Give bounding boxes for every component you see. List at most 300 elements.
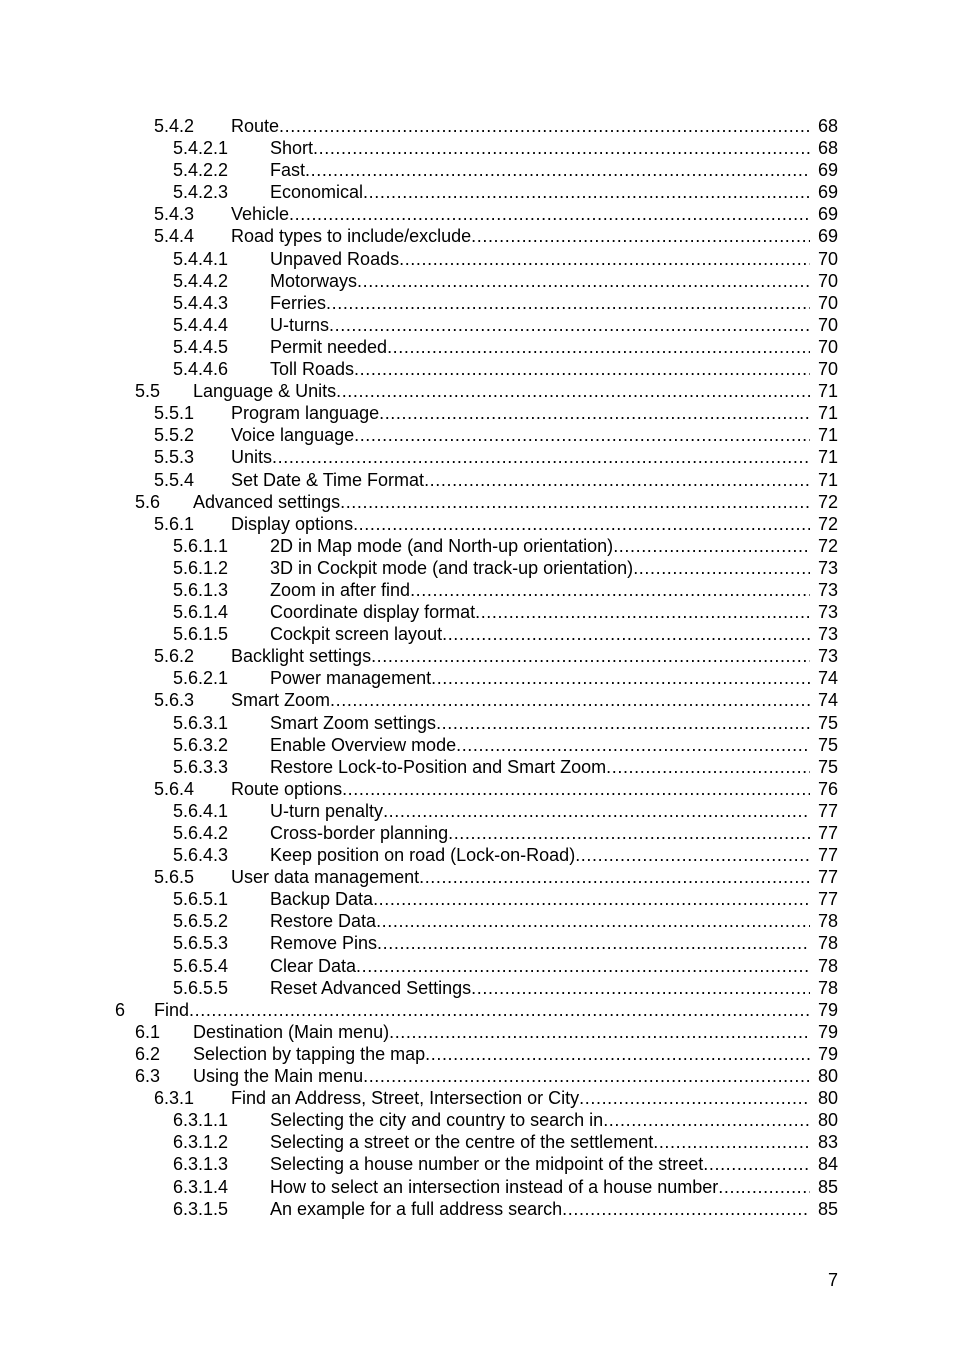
- dot-leader: [376, 910, 810, 932]
- toc-entry-page: 83: [810, 1131, 838, 1153]
- toc-entry-page: 72: [810, 513, 838, 535]
- toc-entry-title: Find an Address, Street, Intersection or City: [231, 1088, 580, 1109]
- toc-entry-page: 73: [810, 645, 838, 667]
- toc-entry-title-leader: [231, 203, 810, 225]
- dot-leader: [410, 579, 810, 601]
- toc-entry-page: 69: [810, 203, 838, 225]
- toc-entry-number: 5.5.2: [154, 425, 195, 446]
- toc-entry-number: 5.4.2.1: [173, 138, 229, 159]
- toc-entry-title-leader: [270, 932, 810, 954]
- toc-entry-number: 5.6.4: [154, 778, 195, 799]
- toc-entry[interactable]: [0, 314, 954, 336]
- toc-entry[interactable]: [0, 623, 954, 645]
- dot-leader: [475, 601, 810, 623]
- toc-entry-title-leader: [231, 689, 810, 711]
- toc-entry-title-leader: [270, 336, 810, 358]
- toc-entry-number: 5.6.1.3: [173, 579, 229, 600]
- toc-entry[interactable]: [0, 667, 954, 689]
- dot-leader: [387, 336, 810, 358]
- toc-entry-title: Restore Data: [270, 911, 377, 932]
- toc-entry[interactable]: [0, 800, 954, 822]
- toc-entry[interactable]: [0, 778, 954, 800]
- toc-entry-title-leader: [231, 866, 810, 888]
- toc-entry-number: 5.4.4.2: [173, 270, 229, 291]
- toc-entry-page: 78: [810, 910, 838, 932]
- dot-leader: [606, 756, 810, 778]
- toc-entry-title-leader: [270, 977, 810, 999]
- dot-leader: [363, 1065, 810, 1087]
- toc-entry-title: 3D in Cockpit mode (and track-up orientation): [270, 557, 634, 578]
- dot-leader: [279, 115, 810, 137]
- toc-entry-title-leader: [270, 623, 810, 645]
- dot-leader: [272, 446, 810, 468]
- toc-entry[interactable]: [0, 866, 954, 888]
- toc-entry-title: Selecting a house number or the midpoint of the street: [270, 1154, 704, 1175]
- toc-entry[interactable]: [0, 402, 954, 424]
- toc-entry-page: 68: [810, 115, 838, 137]
- toc-entry-number: 5.5: [135, 381, 161, 402]
- toc-entry-number: 6.3.1.2: [173, 1132, 229, 1153]
- toc-entry[interactable]: [0, 579, 954, 601]
- toc-entry-title: Zoom in after find: [270, 579, 411, 600]
- toc-entry-title: Economical: [270, 182, 364, 203]
- toc-entry-number: 5.6.5.4: [173, 955, 229, 976]
- toc-entry[interactable]: [0, 557, 954, 579]
- toc-entry[interactable]: [0, 1087, 954, 1109]
- toc-entry-title-leader: [193, 380, 810, 402]
- toc-entry-page: 74: [810, 689, 838, 711]
- toc-entry-page: 69: [810, 181, 838, 203]
- dot-leader: [579, 1087, 810, 1109]
- dot-leader: [653, 1131, 810, 1153]
- dot-leader: [313, 137, 810, 159]
- toc-entry-title: Power management: [270, 668, 432, 689]
- toc-entry-title: Route: [231, 116, 280, 136]
- toc-entry-number: 6.1: [135, 1021, 161, 1042]
- toc-entry-title: User data management: [231, 867, 420, 888]
- toc-entry-title-leader: [231, 115, 810, 137]
- toc-entry-number: 5.6.4.1: [173, 800, 229, 821]
- toc-entry-title: Backup Data: [270, 889, 374, 910]
- toc-entry-title: Restore Lock-to-Position and Smart Zoom: [270, 756, 607, 777]
- toc-entry-number: 5.6.1: [154, 513, 195, 534]
- toc-entry[interactable]: [0, 1065, 954, 1087]
- dot-leader: [289, 203, 810, 225]
- toc-entry[interactable]: [0, 1043, 954, 1065]
- toc-entry-number: 5.6.5.5: [173, 977, 229, 998]
- toc-entry-page: 74: [810, 667, 838, 689]
- toc-entry-page: 70: [810, 336, 838, 358]
- toc-entry-title: Program language: [231, 403, 380, 424]
- toc-entry-number: 5.5.3: [154, 447, 195, 468]
- toc-entry-title: Destination (Main menu): [193, 1021, 390, 1042]
- toc-entry-number: 6.2: [135, 1043, 161, 1064]
- toc-entry[interactable]: [0, 137, 954, 159]
- toc-entry-title-leader: [231, 469, 810, 491]
- dot-leader: [342, 778, 810, 800]
- toc-entry-title: Coordinate display format: [270, 602, 476, 623]
- dot-leader: [383, 800, 810, 822]
- dot-leader: [354, 424, 810, 446]
- toc-entry[interactable]: [0, 225, 954, 247]
- toc-entry-number: 5.6.4.3: [173, 845, 229, 866]
- dot-leader: [329, 314, 810, 336]
- page-number: 7: [827, 1270, 838, 1290]
- dot-leader: [371, 645, 810, 667]
- dot-leader: [436, 712, 810, 734]
- toc-entry-title: Cross-border planning: [270, 823, 449, 843]
- toc-entry-number: 5.6.1.4: [173, 602, 229, 623]
- toc-entry-title: Vehicle: [231, 204, 290, 225]
- dot-leader: [425, 1043, 810, 1065]
- toc-entry-title-leader: [270, 734, 810, 756]
- toc-entry-title-leader: [270, 601, 810, 623]
- toc-entry-page: 80: [810, 1109, 838, 1131]
- toc-entry-title: Clear Data: [270, 955, 357, 976]
- toc-entry-title-leader: [270, 314, 810, 336]
- toc-entry-page: 71: [810, 446, 838, 468]
- toc-entry-title: Find: [154, 999, 190, 1020]
- toc-entry-title: Using the Main menu: [193, 1066, 364, 1087]
- dot-leader: [703, 1153, 810, 1175]
- toc-entry-title: Unpaved Roads: [270, 248, 400, 269]
- toc-entry[interactable]: [0, 248, 954, 270]
- toc-entry-title-leader: [193, 1065, 810, 1087]
- toc-entry-title: U-turns: [270, 314, 330, 335]
- dot-leader: [377, 932, 810, 954]
- toc-entry-title: Cockpit screen layout: [270, 624, 443, 645]
- toc-entry-page: 75: [810, 712, 838, 734]
- toc-entry[interactable]: [0, 689, 954, 711]
- dot-leader: [189, 999, 810, 1021]
- dot-leader: [373, 888, 810, 910]
- dot-leader: [305, 159, 810, 181]
- toc-entry-number: 5.5.4: [154, 469, 195, 490]
- toc-entry-title-leader: [270, 248, 810, 270]
- toc-entry[interactable]: [0, 203, 954, 225]
- toc-entry-page: 75: [810, 756, 838, 778]
- dot-leader: [471, 977, 810, 999]
- toc-entry-number: 5.6.1.1: [173, 535, 229, 556]
- toc-entry-title: Motorways: [270, 270, 358, 291]
- dot-leader: [340, 491, 810, 513]
- toc-entry-number: 5.6: [135, 491, 161, 512]
- toc-entry-page: 73: [810, 579, 838, 601]
- toc-entry-number: 5.4.2: [154, 116, 195, 136]
- toc-entry-title-leader: [231, 402, 810, 424]
- toc-entry-number: 5.6.3.2: [173, 734, 229, 755]
- toc-entry-number: 5.6.3: [154, 690, 195, 711]
- toc-entry[interactable]: [0, 358, 954, 380]
- toc-entry-title: Selecting the city and country to search in: [270, 1110, 604, 1131]
- toc-entry-title: Remove Pins: [270, 933, 378, 954]
- toc-entry-page: 70: [810, 358, 838, 380]
- toc-entry[interactable]: [0, 756, 954, 778]
- toc-entry[interactable]: [0, 336, 954, 358]
- toc-entry-number: 5.6.5: [154, 867, 195, 888]
- toc-entry-number: 6.3: [135, 1066, 161, 1087]
- toc-entry-title-leader: [270, 579, 810, 601]
- toc-entry-title-leader: [231, 778, 810, 800]
- toc-entry[interactable]: [0, 292, 954, 314]
- toc-entry-title-leader: [231, 446, 810, 468]
- toc-entry-page: 77: [810, 800, 838, 822]
- toc-entry-page: 71: [810, 380, 838, 402]
- toc-entry-page: 68: [810, 137, 838, 159]
- toc-entry-title: Enable Overview mode: [270, 734, 457, 755]
- toc-entry-page: 80: [810, 1065, 838, 1087]
- toc-entry-page: 71: [810, 469, 838, 491]
- toc-entry-title-leader: [154, 999, 810, 1021]
- dot-leader: [326, 292, 810, 314]
- toc-entry-title-leader: [270, 181, 810, 203]
- toc-entry-number: 5.6.2.1: [173, 668, 229, 689]
- toc-entry-number: 5.6.1.5: [173, 624, 229, 645]
- dot-leader: [354, 358, 810, 380]
- toc-entry[interactable]: [0, 1109, 954, 1131]
- toc-entry-page: 85: [810, 1198, 838, 1220]
- toc-entry-title-leader: [270, 712, 810, 734]
- toc-entry[interactable]: [0, 999, 954, 1021]
- toc-entry-title-leader: [231, 513, 810, 535]
- toc-entry-number: 5.4.2.2: [173, 160, 229, 181]
- toc-entry-number: 5.4.4.1: [173, 248, 229, 269]
- toc-entry-title: Road types to include/exclude: [231, 226, 472, 247]
- toc-entry-page: 73: [810, 557, 838, 579]
- toc-entry-title-leader: [270, 1198, 810, 1220]
- toc-entry-number: 5.4.2.3: [173, 182, 229, 203]
- toc-entry-page: 76: [810, 778, 838, 800]
- toc-entry-title: Voice language: [231, 425, 355, 446]
- toc-entry-page: 69: [810, 225, 838, 247]
- toc-entry-title-leader: [270, 667, 810, 689]
- toc-entry-page: 78: [810, 955, 838, 977]
- toc-entry-title: Set Date & Time Format: [231, 469, 425, 490]
- toc-entry-title: Ferries: [270, 292, 327, 313]
- toc-entry[interactable]: [0, 601, 954, 623]
- toc-entry-number: 6.3.1.1: [173, 1110, 229, 1131]
- toc-entry-number: 6.3.1.4: [173, 1176, 229, 1197]
- dot-leader: [424, 469, 810, 491]
- dot-leader: [442, 623, 810, 645]
- toc-entry-title-leader: [193, 1021, 810, 1043]
- toc-entry-title-leader: [270, 822, 810, 844]
- toc-entry-title-leader: [231, 645, 810, 667]
- toc-entry[interactable]: [0, 712, 954, 734]
- toc-entry-number: 5.4.4: [154, 226, 195, 247]
- toc-entry-number: 5.6.4.2: [173, 823, 229, 843]
- toc-entry-number: 6.3.1: [154, 1088, 195, 1109]
- dot-leader: [613, 535, 810, 557]
- dot-leader: [471, 225, 810, 247]
- toc-entry-page: 71: [810, 402, 838, 424]
- toc-entry-title-leader: [270, 955, 810, 977]
- toc-entry-title-leader: [270, 1176, 810, 1198]
- toc-entry-number: 6.3.1.3: [173, 1154, 229, 1175]
- toc-entry-page: 70: [810, 270, 838, 292]
- toc-entry-title-leader: [270, 270, 810, 292]
- toc-entry[interactable]: [0, 513, 954, 535]
- dot-leader: [603, 1109, 810, 1131]
- toc-entry[interactable]: [0, 977, 954, 999]
- toc-entry[interactable]: [0, 535, 954, 557]
- toc-entry[interactable]: [0, 270, 954, 292]
- toc-entry-number: 5.4.4.5: [173, 336, 229, 357]
- toc-entry-title-leader: [270, 910, 810, 932]
- toc-entry-page: 77: [810, 822, 838, 844]
- toc-entry-title-leader: [270, 1109, 810, 1131]
- toc-entry-title: Display options: [231, 513, 354, 534]
- toc-entry-title-leader: [270, 292, 810, 314]
- toc-entry-title-leader: [270, 756, 810, 778]
- toc-entry[interactable]: [0, 1131, 954, 1153]
- dot-leader: [562, 1198, 810, 1220]
- toc-entry-page: 70: [810, 248, 838, 270]
- toc-entry-number: 5.5.1: [154, 403, 195, 424]
- toc-entry-title-leader: [270, 535, 810, 557]
- toc-entry[interactable]: [0, 1176, 954, 1198]
- toc-entry-number: 6: [115, 999, 126, 1020]
- toc-entry-title-leader: [270, 800, 810, 822]
- toc-entry[interactable]: [0, 424, 954, 446]
- toc-entry-page: 78: [810, 977, 838, 999]
- toc-entry-title: Fast: [270, 160, 306, 181]
- toc-entry-page: 75: [810, 734, 838, 756]
- toc-entry[interactable]: [0, 469, 954, 491]
- toc-entry-title-leader: [270, 159, 810, 181]
- toc-entry-title: Selection by tapping the map: [193, 1043, 426, 1064]
- toc-entry-title: How to select an intersection instead of a house number: [270, 1176, 719, 1197]
- toc-entry-title-leader: [193, 491, 810, 513]
- dot-leader: [356, 955, 810, 977]
- toc-entry[interactable]: [0, 955, 954, 977]
- toc-entry-title: Units: [231, 447, 273, 468]
- toc-entry[interactable]: [0, 446, 954, 468]
- toc-entry-page: 77: [810, 888, 838, 910]
- toc-entry-number: 5.6.1.2: [173, 557, 229, 578]
- toc-entry-page: 78: [810, 932, 838, 954]
- dot-leader: [353, 513, 810, 535]
- toc-entry[interactable]: [0, 932, 954, 954]
- toc-entry-number: 5.6.5.2: [173, 911, 229, 932]
- toc-entry-page: 85: [810, 1176, 838, 1198]
- toc-entry[interactable]: [0, 115, 954, 137]
- toc-entry-title-leader: [270, 358, 810, 380]
- toc-entry-title: Route options: [231, 778, 343, 799]
- dot-leader: [330, 689, 810, 711]
- dot-leader: [399, 248, 810, 270]
- toc-entry-title: Selecting a street or the centre of the settlement: [270, 1132, 654, 1153]
- dot-leader: [575, 844, 810, 866]
- toc-entry-page: 72: [810, 535, 838, 557]
- toc-entry-title: Smart Zoom settings: [270, 712, 437, 733]
- dot-leader: [363, 181, 810, 203]
- toc-entry-title: Reset Advanced Settings: [270, 977, 472, 998]
- toc-entry-number: 5.4.3: [154, 204, 195, 225]
- toc-entry[interactable]: [0, 822, 954, 844]
- toc-entry-page: 73: [810, 601, 838, 623]
- toc-entry-title-leader: [270, 1131, 810, 1153]
- toc-entry[interactable]: [0, 910, 954, 932]
- toc-entry[interactable]: [0, 1021, 954, 1043]
- toc-entry-title: Backlight settings: [231, 646, 372, 667]
- toc-entry-title: U-turn penalty: [270, 800, 384, 821]
- toc-entry-title-leader: [270, 844, 810, 866]
- toc-entry-number: 5.4.4.3: [173, 292, 229, 313]
- toc-entry-number: 5.4.4.6: [173, 359, 229, 380]
- toc-entry-title: Language & Units: [193, 381, 337, 402]
- toc-entry-title: An example for a full address search: [270, 1198, 563, 1219]
- toc-entry-number: 5.6.2: [154, 646, 195, 667]
- toc-entry[interactable]: [0, 888, 954, 910]
- toc-entry-title: Short: [270, 138, 314, 159]
- toc-entry-page: 70: [810, 314, 838, 336]
- toc-entry-number: 5.6.3.1: [173, 712, 229, 733]
- dot-leader: [336, 380, 810, 402]
- toc-entry-page: 80: [810, 1087, 838, 1109]
- toc-entry[interactable]: [0, 734, 954, 756]
- toc-entry-title: 2D in Map mode (and North-up orientation): [270, 535, 614, 556]
- toc-entry-title-leader: [270, 137, 810, 159]
- toc-entry-page: 79: [810, 999, 838, 1021]
- toc-entry[interactable]: [0, 844, 954, 866]
- toc-entry-title: Permit needed: [270, 336, 388, 357]
- toc-entry-title-leader: [270, 557, 810, 579]
- toc-entry-number: 5.4.4.4: [173, 314, 229, 335]
- toc-entry[interactable]: [0, 159, 954, 181]
- toc-entry-title-leader: [270, 1153, 810, 1175]
- toc-entry[interactable]: [0, 491, 954, 513]
- dot-leader: [379, 402, 810, 424]
- toc-entry-page: 71: [810, 424, 838, 446]
- dot-leader: [431, 667, 810, 689]
- toc-entry-title-leader: [193, 1043, 810, 1065]
- dot-leader: [357, 270, 810, 292]
- dot-leader: [419, 866, 810, 888]
- toc-entry-page: 77: [810, 866, 838, 888]
- toc-entry-page: 79: [810, 1021, 838, 1043]
- toc-entry-title-leader: [231, 225, 810, 247]
- toc-entry-page: 84: [810, 1153, 838, 1175]
- toc-entry-page: 69: [810, 159, 838, 181]
- toc-entry-title: Advanced settings: [193, 491, 341, 512]
- toc-entry-title-leader: [231, 1087, 810, 1109]
- table-of-contents: [0, 115, 954, 1220]
- toc-entry-page: 72: [810, 491, 838, 513]
- toc-entry[interactable]: [0, 645, 954, 667]
- toc-entry-title: Smart Zoom: [231, 690, 331, 711]
- toc-entry-number: 5.6.5.1: [173, 889, 229, 910]
- dot-leader: [448, 822, 810, 844]
- toc-entry-title-leader: [270, 888, 810, 910]
- toc-entry-number: 5.6.5.3: [173, 933, 229, 954]
- toc-entry[interactable]: [0, 1153, 954, 1175]
- toc-entry-title: Keep position on road (Lock-on-Road): [270, 845, 576, 866]
- dot-leader: [718, 1176, 810, 1198]
- toc-entry-page: 70: [810, 292, 838, 314]
- dot-leader: [389, 1021, 810, 1043]
- toc-entry[interactable]: [0, 1198, 954, 1220]
- toc-entry[interactable]: [0, 380, 954, 402]
- dot-leader: [633, 557, 810, 579]
- toc-entry-page: 79: [810, 1043, 838, 1065]
- dot-leader: [456, 734, 810, 756]
- toc-entry-page: 73: [810, 623, 838, 645]
- toc-entry-title-leader: [231, 424, 810, 446]
- toc-entry[interactable]: [0, 181, 954, 203]
- toc-entry-number: 5.6.3.3: [173, 756, 229, 777]
- toc-entry-page: 77: [810, 844, 838, 866]
